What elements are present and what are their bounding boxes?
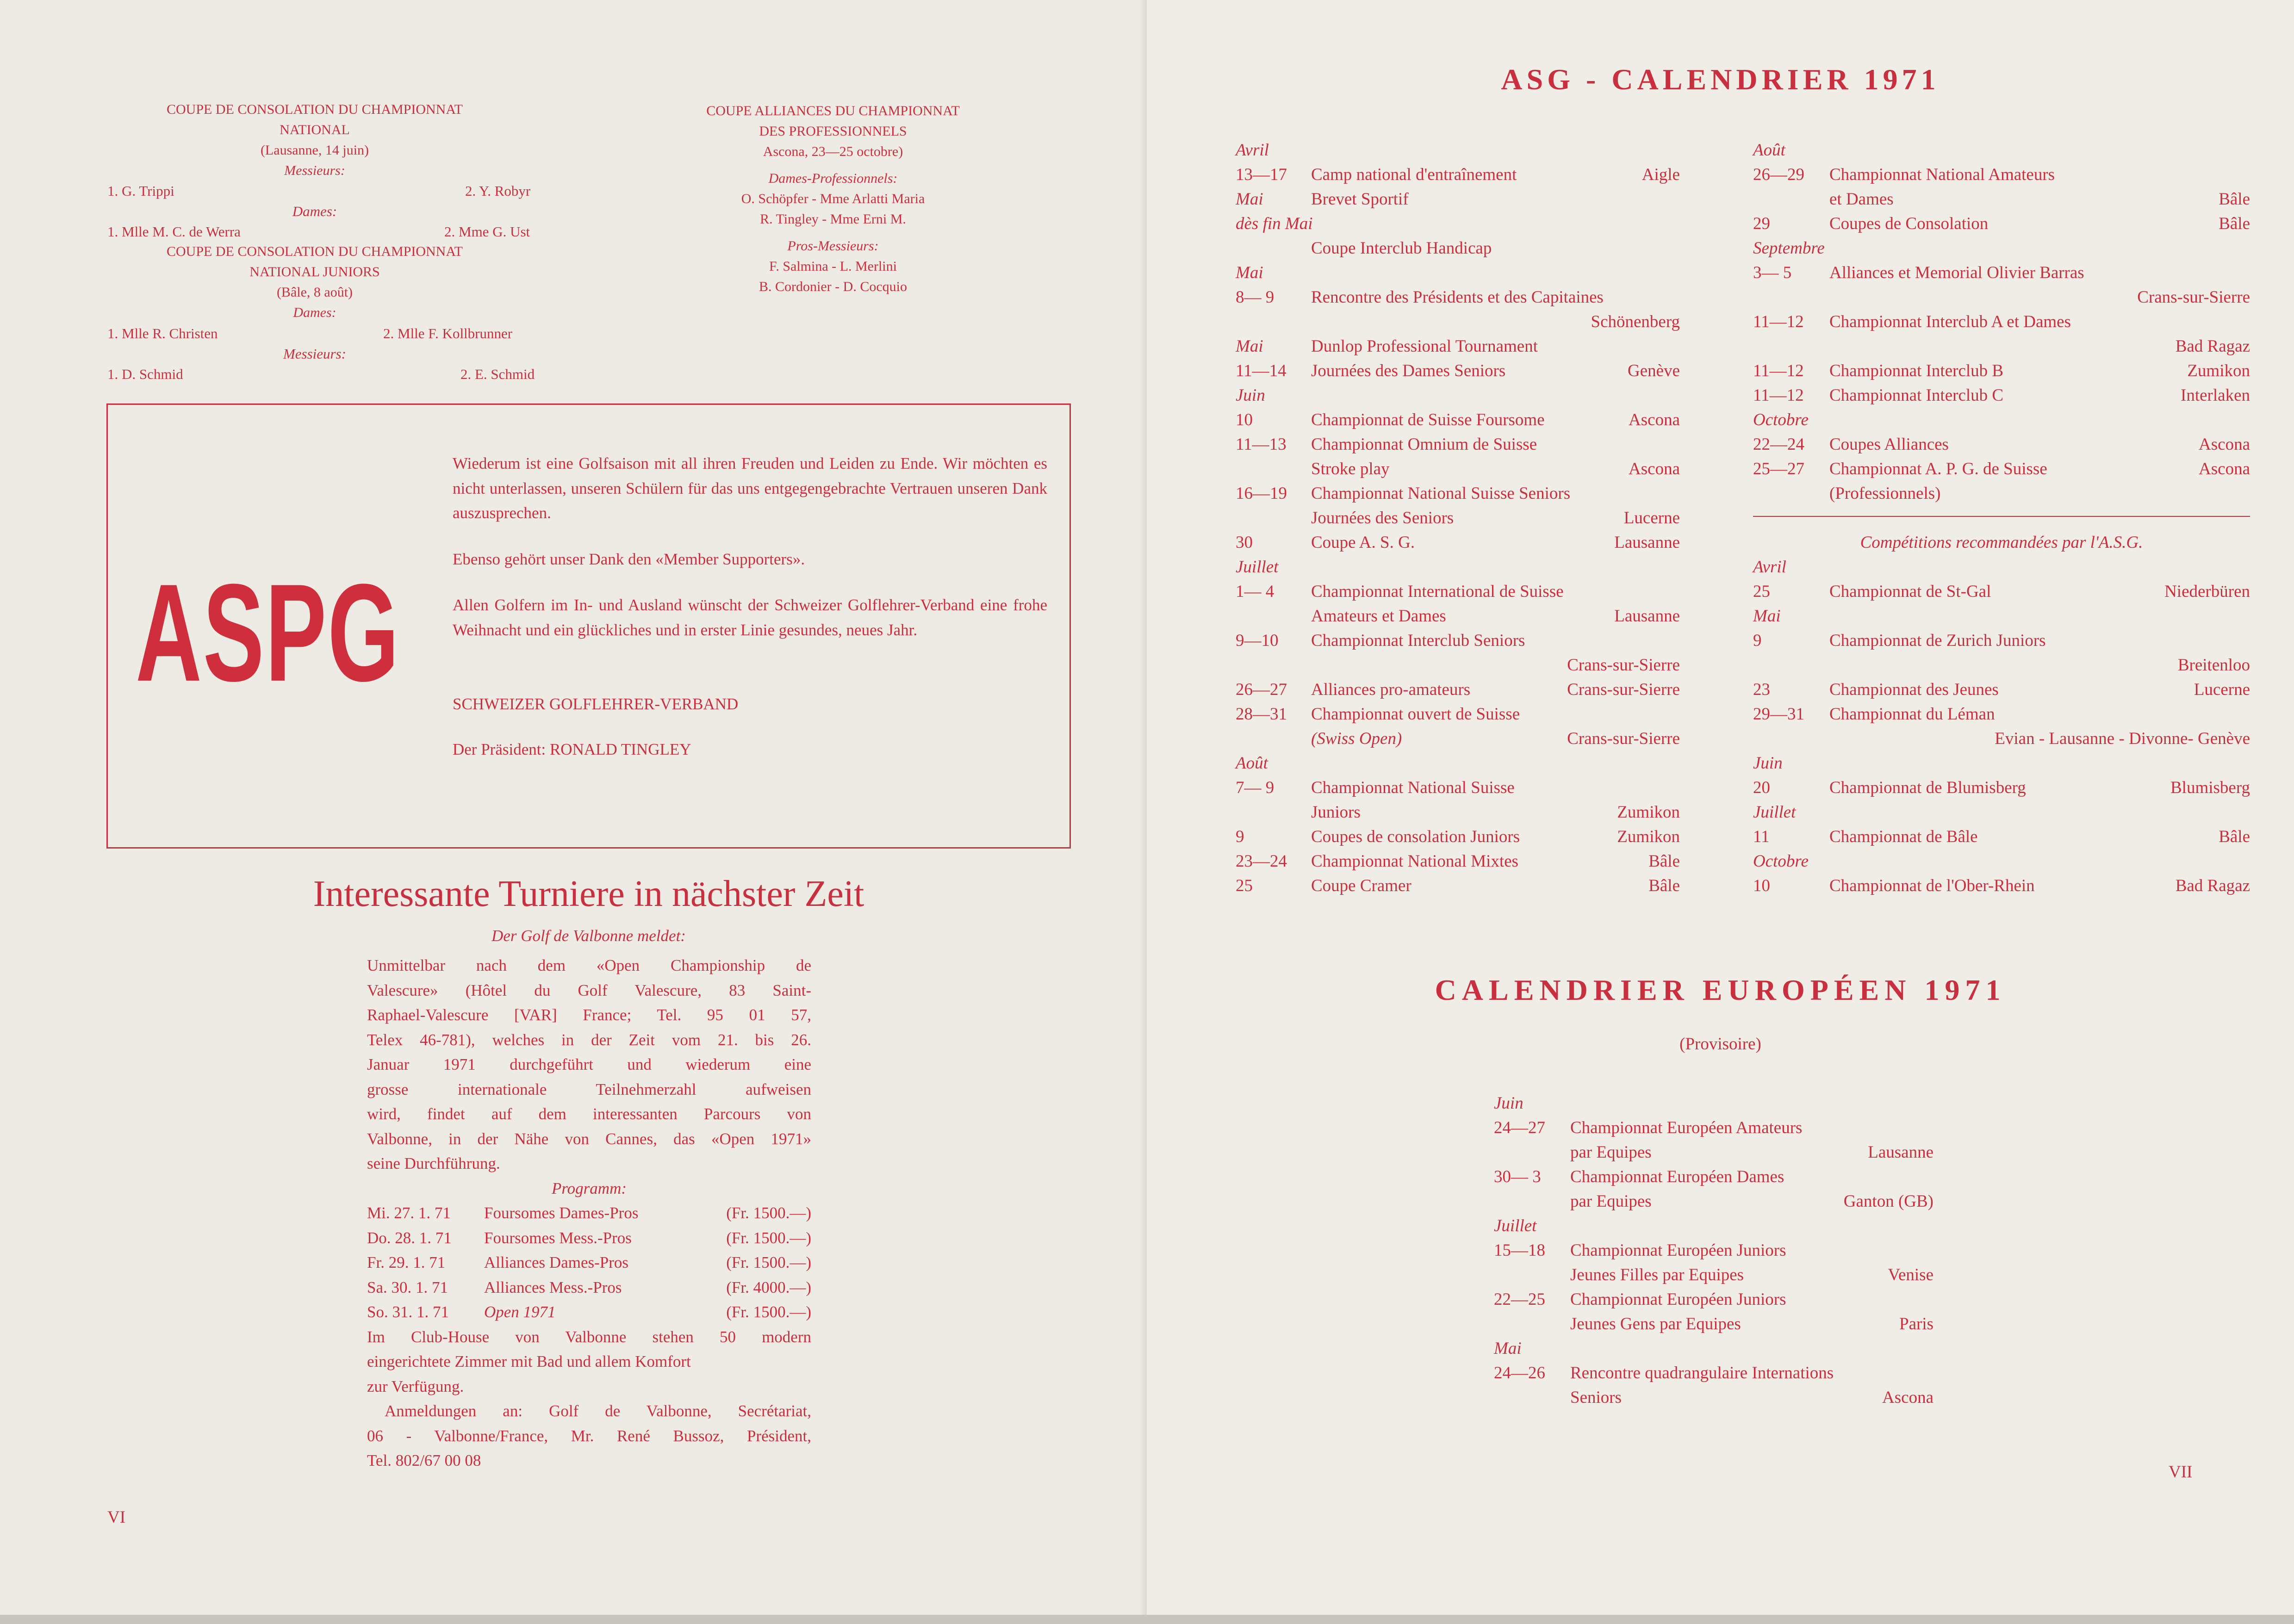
turniere-lines (367, 953, 811, 1176)
calendar-event: Championnat International de Suisse (1311, 582, 1564, 601)
calendar-date: 11—12 (1753, 361, 1804, 380)
alliances-pros-pros-label: Pros-Messieurs: (787, 238, 879, 254)
calendar-event: Championnat des Jeunes (1829, 680, 1999, 699)
calendar-place: Lausanne (1614, 533, 1680, 552)
aspg-text (453, 451, 1047, 762)
calendar-date: 23 (1753, 680, 1770, 699)
programm-prize: (Fr. 1500.—) (726, 1228, 811, 1247)
calendar-event: Stroke play (1311, 459, 1390, 478)
alliances-pros-p2: B. Cordonier - D. Cocquio (759, 279, 907, 294)
calendar-date: 24—26 (1494, 1364, 1545, 1382)
calendar-month: Septembre (1753, 239, 1825, 258)
asg-calendar-column-1 (1236, 138, 1680, 915)
calendar-event: Championnat National Suisse Seniors (1311, 484, 1571, 503)
asg-calendar-column-2 (1753, 138, 2250, 915)
aspg-box (106, 403, 1071, 849)
calendar-date: 29 (1753, 214, 1770, 233)
alliances-pros-block (662, 101, 1004, 297)
calendar-date: 9—10 (1236, 631, 1279, 650)
calendar-place: Aigle (1641, 165, 1680, 184)
turniere-after-line: eingerichtete Zimmer mit Bad und allem Komfort (367, 1352, 691, 1370)
calendar-date: 9 (1753, 631, 1762, 650)
programm-label: Programm: (551, 1179, 627, 1197)
calendar-event: Coupe Cramer (1311, 876, 1411, 895)
programm-event: Foursomes Dames-Pros (484, 1204, 639, 1222)
turniere-line: Valescure» (Hôtel du Golf Valescure, 83 Saint- (367, 981, 811, 999)
aspg-logo: ASPG (136, 555, 400, 710)
calendar-month: Juillet (1753, 803, 1796, 822)
calendar-date: 30— 3 (1494, 1167, 1541, 1186)
calendar-month: Juillet (1494, 1216, 1537, 1235)
alliances-pros-dames-label: Dames-Professionnels: (768, 171, 898, 186)
calendar-date: 11—12 (1753, 386, 1804, 405)
consolation-national-d1: 1. Mlle M. C. de Werra (107, 223, 241, 240)
alliances-pros-d2: R. Tingley - Mme Erni M. (760, 211, 906, 227)
alliances-pros-p1: F. Salmina - L. Merlini (769, 259, 897, 274)
programm-row (367, 1250, 811, 1275)
calendar-event: Championnat de St-Gal (1829, 582, 1991, 601)
calendar-place: Ascona (1629, 459, 1680, 478)
calendar-date: 16—19 (1236, 484, 1287, 503)
calendar-event: Juniors (1311, 803, 1361, 822)
calendar-place: Niederbüren (2164, 582, 2250, 601)
calendar-month: Avril (1236, 141, 1269, 160)
calendar-place: Ascona (1882, 1388, 1933, 1407)
calendar-date: 11—12 (1753, 312, 1804, 331)
consolation-national-title1: COUPE DE CONSOLATION DU CHAMPIONNAT (166, 102, 463, 117)
calendar-date: 26—29 (1753, 165, 1804, 184)
calendar-place: Lausanne (1868, 1143, 1933, 1162)
calendar-month: dès fin Mai (1236, 214, 1313, 233)
consolation-juniors-d1: 1. Mlle R. Christen (107, 325, 218, 341)
calendar-date: 28—31 (1236, 705, 1287, 724)
aspg-paragraph-2: Ebenso gehört unser Dank den «Member Supporters». (453, 550, 805, 568)
asg-calendar-title: ASG - CALENDRIER 1971 (1501, 63, 1940, 96)
calendar-event: Championnat de Bâle (1829, 827, 1978, 846)
calendar-event: par Equipes (1570, 1192, 1652, 1211)
right-page (1147, 0, 2294, 1615)
programm-event: Open 1971 (484, 1303, 556, 1321)
turniere-line: Unmittelbar nach dem «Open Championship de (367, 956, 811, 974)
turniere-after-line: Anmeldungen an: Golf de Valbonne, Secrétariat, (385, 1402, 811, 1420)
calendar-event: par Equipes (1570, 1143, 1652, 1162)
consolation-juniors-m1: 1. D. Schmid (107, 366, 183, 382)
calendar-event: Coupe A. S. G. (1311, 533, 1415, 552)
consolation-national-place: (Lausanne, 14 juin) (260, 143, 369, 158)
calendar-event: Championnat Interclub A et Dames (1829, 312, 2071, 331)
consolation-juniors-title1: COUPE DE CONSOLATION DU CHAMPIONNAT (166, 244, 463, 259)
turniere-after-line: zur Verfügung. (367, 1377, 464, 1395)
calendar-date: 23—24 (1236, 852, 1287, 871)
turniere-line: wird, findet auf dem interessanten Parcours von (367, 1105, 811, 1123)
calendar-event: Jeunes Filles par Equipes (1570, 1265, 1744, 1284)
calendar-event: et Dames (1829, 190, 1894, 209)
programm-event: Alliances Dames-Pros (484, 1253, 629, 1271)
calendar-month: Juin (1236, 386, 1265, 405)
calendar-event: Championnat Interclub B (1829, 361, 2004, 380)
calendar-place: Evian - Lausanne - Divonne- Genève (1995, 729, 2250, 748)
turniere-line: Telex 46-781), welches in der Zeit vom 21. bis 26. (367, 1030, 811, 1049)
calendar-event: Championnat Européen Amateurs (1570, 1118, 1803, 1137)
calendar-date: 7— 9 (1236, 778, 1274, 797)
calendar-date: 15—18 (1494, 1241, 1545, 1260)
alliances-pros-title1: COUPE ALLIANCES DU CHAMPIONNAT (706, 103, 960, 118)
consolation-juniors-dames-label: Dames: (293, 305, 336, 320)
consolation-national-dames-label: Dames: (292, 203, 337, 219)
calendar-event: Championnat Omnium de Suisse (1311, 435, 1537, 454)
calendar-event: Coupes de Consolation (1829, 214, 1989, 233)
calendar-place: Bad Ragaz (2175, 876, 2250, 895)
calendar-place: Zumikon (1617, 803, 1680, 822)
calendar-event: Championnat du Léman (1829, 705, 1995, 724)
turniere-subtitle: Der Golf de Valbonne meldet: (491, 927, 686, 945)
calendar-event: Alliances et Memorial Olivier Barras (1829, 263, 2084, 282)
bottom-edge (0, 1615, 2294, 1624)
consolation-national-messieurs-label: Messieurs: (284, 163, 345, 178)
calendar-place: Bâle (2219, 827, 2250, 846)
programm-event: Foursomes Mess.-Pros (484, 1228, 632, 1247)
calendar-event: Coupe Interclub Handicap (1311, 239, 1492, 258)
calendar-date: 11 (1753, 827, 1770, 846)
euro-calendar-title: CALENDRIER EUROPÉEN 1971 (1435, 973, 2006, 1006)
calendar-place: Zumikon (1617, 827, 1680, 846)
page-number-right: VII (2169, 1463, 2193, 1481)
calendar-event: Championnat National Amateurs (1829, 165, 2055, 184)
alliances-pros-d1: O. Schöpfer - Mme Arlatti Maria (741, 191, 925, 206)
programm-day: So. 31. 1. 71 (367, 1303, 449, 1321)
euro-calendar-list (1494, 1091, 1933, 1443)
calendar-event: Journées des Seniors (1311, 508, 1454, 527)
calendar-place: Lausanne (1614, 607, 1680, 626)
consolation-national-m2: 2. Y. Robyr (465, 183, 531, 199)
turniere-line: Januar 1971 durchgeführt und wiederum eine (367, 1055, 811, 1073)
consolation-juniors-block (106, 242, 523, 323)
calendar-place: Bad Ragaz (2175, 337, 2250, 356)
calendar-place: Ganton (GB) (1843, 1192, 1933, 1211)
calendar-divider (1753, 516, 2250, 517)
calendar-place: Genève (1628, 361, 1680, 380)
calendar-subheading: Compétitions recommandées par l'A.S.G. (1860, 533, 2143, 552)
consolation-national-d2: 2. Mme G. Ust (444, 223, 530, 240)
calendar-month: Août (1753, 141, 1785, 160)
calendar-event: (Swiss Open) (1311, 729, 1402, 748)
consolation-juniors-messieurs-label: Messieurs: (283, 346, 347, 362)
calendar-place: Lucerne (2194, 680, 2250, 699)
euro-calendar-subtitle: (Provisoire) (1679, 1035, 1761, 1054)
calendar-month: Juin (1753, 754, 1783, 773)
calendar-date: 9 (1236, 827, 1244, 846)
calendar-date: 20 (1753, 778, 1770, 797)
turniere-line: grosse internationale Teilnehmerzahl aufweisen (367, 1080, 811, 1098)
calendar-place: Ascona (1629, 410, 1680, 429)
turniere-title: Interessante Turniere in nächster Zeit (313, 874, 864, 914)
turniere-after-lines (367, 1325, 811, 1473)
turniere-line: seine Durchführung. (367, 1154, 500, 1172)
calendar-event: Championnat de l'Ober-Rhein (1829, 876, 2035, 895)
calendar-month: Mai (1494, 1339, 1522, 1358)
calendar-event: Alliances pro-amateurs (1311, 680, 1471, 699)
programm-day: Sa. 30. 1. 71 (367, 1278, 448, 1296)
calendar-event: Championnat de Blumisberg (1829, 778, 2026, 797)
turniere-line: Raphael-Valescure [VAR] France; Tel. 95 01 57, (367, 1006, 811, 1024)
consolation-juniors-d2: 2. Mlle F. Kollbrunner (383, 325, 513, 341)
calendar-event: Coupes de consolation Juniors (1311, 827, 1520, 846)
calendar-month: Avril (1753, 558, 1786, 576)
calendar-place: Crans-sur-Sierre (1567, 656, 1680, 675)
programm-row (367, 1300, 811, 1325)
left-page (0, 0, 1147, 1615)
calendar-date: 29—31 (1753, 705, 1804, 724)
calendar-month: Août (1236, 754, 1268, 773)
turniere-after-line: Tel. 802/67 00 08 (367, 1451, 481, 1469)
calendar-event: Championnat National Suisse (1311, 778, 1515, 797)
calendar-event: Championnat Européen Juniors (1570, 1241, 1786, 1260)
calendar-event: Championnat A. P. G. de Suisse (1829, 459, 2047, 478)
calendar-event: Amateurs et Dames (1311, 607, 1446, 626)
calendar-place: Paris (1899, 1314, 1933, 1333)
consolation-national-block (106, 99, 523, 181)
calendar-event: Championnat Interclub Seniors (1311, 631, 1525, 650)
calendar-date: 22—24 (1753, 435, 1804, 454)
aspg-paragraph-3: Allen Golfern im In- und Ausland wünscht der Schweizer Golflehrer-Verband eine frohe Weihnacht und ein glückliches und in erster Linie gesundes, neues Jahr. (453, 596, 1047, 639)
calendar-place: Venise (1888, 1265, 1933, 1284)
turniere-after-line: 06 - Valbonne/France, Mr. René Bussoz, Président, (367, 1426, 811, 1445)
programm-prize: (Fr. 1500.—) (726, 1204, 811, 1222)
calendar-date: 22—25 (1494, 1290, 1545, 1309)
calendar-place: Bâle (2219, 190, 2250, 209)
programm-row (367, 1275, 811, 1300)
programm-day: Mi. 27. 1. 71 (367, 1204, 451, 1222)
programm-prize: (Fr. 4000.—) (726, 1278, 811, 1296)
calendar-event: Dunlop Professional Tournament (1311, 337, 1538, 356)
calendar-place: Bâle (1648, 876, 1680, 895)
programm-prize: (Fr. 1500.—) (726, 1253, 811, 1271)
aspg-paragraph-1: Wiederum ist eine Golfsaison mit all ihren Freuden und Leiden zu Ende. Wir möchten es nicht unterlassen, unseren Schülern für das uns entgegengebrachte Vertrauen unseren Dank auszusprechen. (453, 454, 1047, 522)
programm-day: Do. 28. 1. 71 (367, 1228, 452, 1247)
calendar-month: Octobre (1753, 852, 1809, 871)
calendar-event: Championnat Interclub C (1829, 386, 2004, 405)
calendar-date: 25 (1236, 876, 1253, 895)
calendar-place: Crans-sur-Sierre (2137, 288, 2250, 307)
calendar-event: Journées des Dames Seniors (1311, 361, 1506, 380)
calendar-place: Crans-sur-Sierre (1567, 680, 1680, 699)
calendar-place: Ascona (2199, 435, 2250, 454)
calendar-date: 24—27 (1494, 1118, 1545, 1137)
calendar-event: Coupes Alliances (1829, 435, 1949, 454)
calendar-event: Championnat Européen Juniors (1570, 1290, 1786, 1309)
calendar-date: 25—27 (1753, 459, 1804, 478)
programm-row (367, 1226, 811, 1251)
consolation-juniors-m2: 2. E. Schmid (460, 366, 535, 382)
calendar-date: 1— 4 (1236, 582, 1274, 601)
programm-day: Fr. 29. 1. 71 (367, 1253, 446, 1271)
calendar-month: Mai (1753, 607, 1781, 626)
calendar-date: 11—14 (1236, 361, 1287, 380)
calendar-event: Championnat Européen Dames (1570, 1167, 1784, 1186)
calendar-event: Championnat de Suisse Foursome (1311, 410, 1545, 429)
calendar-place: Blumisberg (2170, 778, 2250, 797)
calendar-place: Bâle (1648, 852, 1680, 871)
calendar-date: Mai (1236, 337, 1263, 356)
calendar-event: Camp national d'entraînement (1311, 165, 1517, 184)
consolation-juniors-title2: NATIONAL JUNIORS (249, 264, 380, 279)
consolation-national-m1: 1. G. Trippi (107, 183, 174, 199)
programm-event: Alliances Mess.-Pros (484, 1278, 622, 1296)
calendar-month: Mai (1236, 263, 1263, 282)
calendar-place: Lucerne (1623, 508, 1680, 527)
calendar-event: Championnat National Mixtes (1311, 852, 1519, 871)
alliances-pros-title2: DES PROFESSIONNELS (759, 124, 907, 139)
aspg-president: Der Präsident: RONALD TINGLEY (453, 740, 691, 758)
consolation-juniors-place: (Bâle, 8 août) (276, 285, 353, 300)
calendar-date: 10 (1753, 876, 1770, 895)
calendar-month: Juillet (1236, 558, 1279, 576)
calendar-date: 26—27 (1236, 680, 1287, 699)
aspg-signature: SCHWEIZER GOLFLEHRER-VERBAND (453, 695, 739, 713)
alliances-pros-place: Ascona, 23—25 octobre) (763, 144, 903, 159)
calendar-event: Championnat ouvert de Suisse (1311, 705, 1520, 724)
programm-list (367, 1201, 811, 1325)
calendar-date: 8— 9 (1236, 288, 1274, 307)
calendar-month: Juin (1494, 1094, 1523, 1113)
calendar-place: Crans-sur-Sierre (1567, 729, 1680, 748)
calendar-event: Rencontre quadrangulaire Internations (1570, 1364, 1834, 1382)
calendar-place: Ascona (2199, 459, 2250, 478)
calendar-place: Zumikon (2187, 361, 2250, 380)
calendar-event: Jeunes Gens par Equipes (1570, 1314, 1741, 1333)
calendar-place: Bâle (2219, 214, 2250, 233)
turniere-body (367, 953, 811, 1473)
turniere-after-line: Im Club-House von Valbonne stehen 50 modern (367, 1327, 811, 1346)
programm-row (367, 1201, 811, 1226)
calendar-place: Interlaken (2181, 386, 2250, 405)
calendar-event: Seniors (1570, 1388, 1622, 1407)
calendar-place: Schönenberg (1591, 312, 1680, 331)
calendar-event: Rencontre des Présidents et des Capitaines (1311, 288, 1604, 307)
calendar-date: 25 (1753, 582, 1770, 601)
calendar-month: Octobre (1753, 410, 1809, 429)
programm-prize: (Fr. 1500.—) (726, 1303, 811, 1321)
turniere-line: Valbonne, in der Nähe von Cannes, das «Open 1971» (367, 1129, 811, 1148)
calendar-date: 3— 5 (1753, 263, 1792, 282)
calendar-date: 30 (1236, 533, 1253, 552)
consolation-national-title2: NATIONAL (280, 122, 350, 137)
calendar-event: Championnat de Zurich Juniors (1829, 631, 2046, 650)
calendar-date: 11—13 (1236, 435, 1287, 454)
calendar-date: 13—17 (1236, 165, 1287, 184)
calendar-place: Breitenloo (2177, 656, 2250, 675)
calendar-event: Brevet Sportif (1311, 190, 1409, 209)
page-number-left: VI (107, 1508, 126, 1527)
calendar-date: 10 (1236, 410, 1253, 429)
calendar-date: Mai (1236, 190, 1263, 209)
calendar-event: (Professionnels) (1829, 484, 1941, 503)
